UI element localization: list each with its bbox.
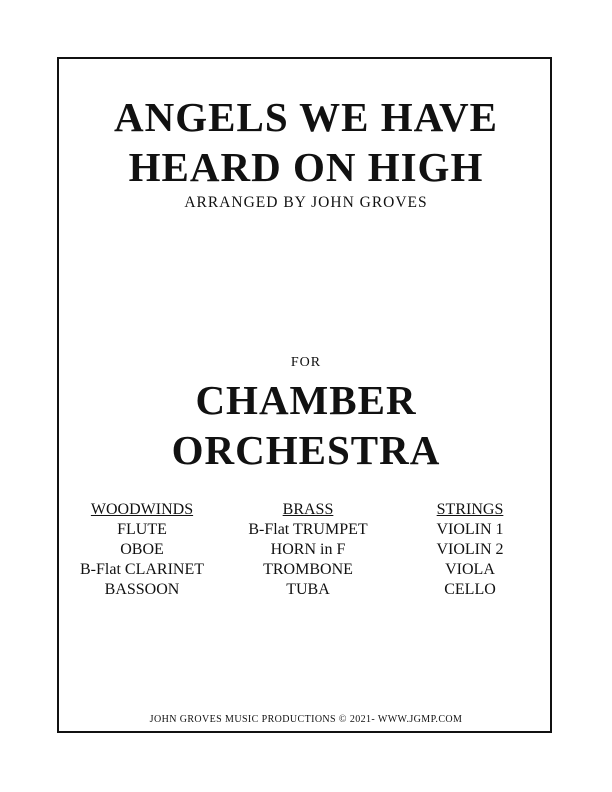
instrument-item: BASSOON xyxy=(104,581,180,598)
for-label: FOR xyxy=(290,355,322,370)
instrument-item: VIOLIN 1 xyxy=(436,521,504,538)
ensemble-line-1: CHAMBER xyxy=(195,377,417,423)
instrument-item: CELLO xyxy=(444,581,496,598)
woodwinds-column xyxy=(62,500,222,600)
ensemble-line-2: ORCHESTRA xyxy=(171,427,441,473)
arranger-credit: ARRANGED BY JOHN GROVES xyxy=(184,194,428,211)
instrument-item: B-Flat CLARINET xyxy=(80,561,204,578)
instrument-item: TUBA xyxy=(286,581,330,598)
title-line-1: ANGELS WE HAVE xyxy=(114,94,498,140)
instrument-item: B-Flat TRUMPET xyxy=(248,521,368,538)
strings-column xyxy=(406,500,534,600)
title-line-2: HEARD ON HIGH xyxy=(128,144,484,190)
instrument-item: TROMBONE xyxy=(263,561,353,578)
instrument-item: VIOLA xyxy=(445,561,495,578)
brass-heading: BRASS xyxy=(282,501,334,518)
instrument-item: FLUTE xyxy=(117,521,167,538)
strings-heading: STRINGS xyxy=(436,501,504,518)
brass-column xyxy=(226,500,390,600)
instrument-item: OBOE xyxy=(120,541,164,558)
woodwinds-heading: WOODWINDS xyxy=(90,501,194,518)
footer-copyright: JOHN GROVES MUSIC PRODUCTIONS © 2021- WWW.JGMP.COM xyxy=(149,714,463,725)
instrument-item: VIOLIN 2 xyxy=(436,541,504,558)
instrument-item: HORN in F xyxy=(270,541,346,558)
